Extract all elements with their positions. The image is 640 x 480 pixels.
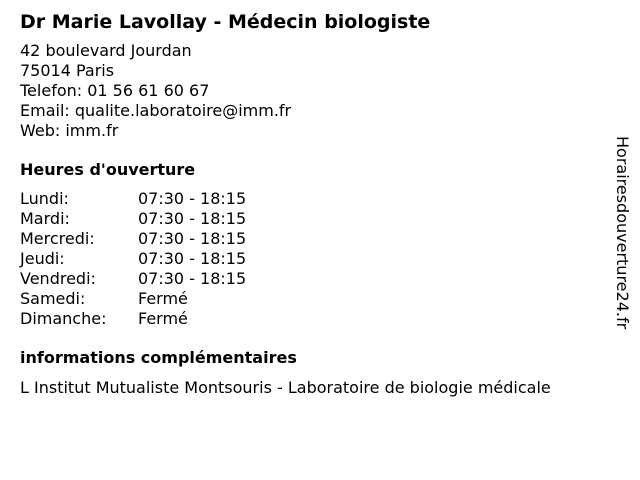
phone-number: Telefon: 01 56 61 60 67 <box>20 81 210 100</box>
hours-row-saturday <box>20 289 610 309</box>
hours-row-monday <box>20 189 610 209</box>
time-value: Fermé <box>138 289 188 308</box>
hours-row-tuesday <box>20 209 610 229</box>
day-label: Lundi: <box>20 189 69 208</box>
time-value: 07:30 - 18:15 <box>138 249 247 268</box>
hours-row-thursday <box>20 249 610 269</box>
site-watermark: Horairesdouverture24.fr <box>613 136 632 330</box>
street-address: 42 boulevard Jourdan <box>20 41 192 60</box>
hours-row-friday <box>20 269 610 289</box>
hours-row-wednesday <box>20 229 610 249</box>
day-label: Mercredi: <box>20 229 95 248</box>
website-link: Web: imm.fr <box>20 121 119 140</box>
info-text: L Institut Mutualiste Montsouris - Laboratoire de biologie médicale <box>20 378 551 397</box>
contact-block <box>20 41 610 141</box>
day-label: Mardi: <box>20 209 70 228</box>
day-label: Jeudi: <box>20 249 65 268</box>
email-address: Email: qualite.laboratoire@imm.fr <box>20 101 292 120</box>
day-label: Samedi: <box>20 289 86 308</box>
time-value: 07:30 - 18:15 <box>138 209 247 228</box>
time-value: 07:30 - 18:15 <box>138 189 247 208</box>
day-label: Vendredi: <box>20 269 96 288</box>
time-value: Fermé <box>138 309 188 328</box>
day-label: Dimanche: <box>20 309 107 328</box>
city-address: 75014 Paris <box>20 61 115 80</box>
hours-table <box>20 189 610 329</box>
time-value: 07:30 - 18:15 <box>138 269 247 288</box>
listing-card <box>20 8 610 398</box>
page-title: Dr Marie Lavollay - Médecin biologiste <box>20 11 431 33</box>
info-heading: informations complémentaires <box>20 348 297 367</box>
hours-heading: Heures d'ouverture <box>20 160 196 179</box>
hours-row-sunday <box>20 309 610 329</box>
time-value: 07:30 - 18:15 <box>138 229 247 248</box>
